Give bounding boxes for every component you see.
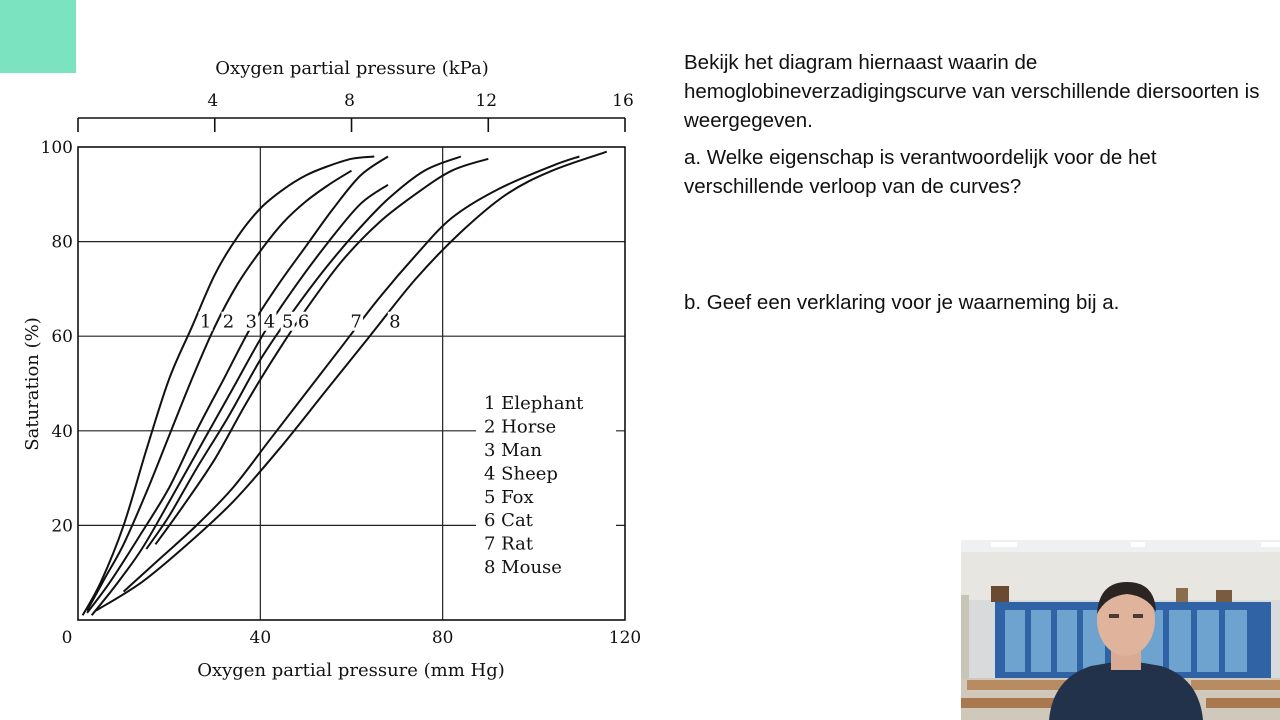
y-tick-label: 80 <box>51 232 73 253</box>
x-tick-label: 120 <box>608 628 642 648</box>
top-axis-title: Oxygen partial pressure (kPa) <box>215 58 489 79</box>
series-curve-6 <box>156 159 489 545</box>
y-axis-title: Saturation (%) <box>22 317 43 451</box>
x-tick-label: 40 <box>249 628 272 648</box>
legend-entry: 8 Mouse <box>484 556 562 578</box>
top-axis-tick-label: 16 <box>612 91 634 111</box>
chart-legend <box>476 387 616 584</box>
y-axis-ticks <box>41 138 73 536</box>
x-tick-label: 0 <box>61 628 73 648</box>
legend-entry: 6 Cat <box>484 510 533 532</box>
top-axis-tick-label: 8 <box>344 91 355 111</box>
top-axis-tick-label: 12 <box>475 91 498 111</box>
question-a: a. Welke eigenschap is verantwoordelijk voor de het verschillende verloop van de curves? <box>684 146 1157 198</box>
legend-entry: 2 Horse <box>484 416 557 438</box>
webcam-frame-illustration <box>961 540 1280 720</box>
y-tick-label: 40 <box>51 421 73 442</box>
question-b: b. Geef een verklaring voor je waarneming bij a. <box>684 291 1120 314</box>
legend-entry: 4 Sheep <box>484 463 558 485</box>
curve-number-labels <box>199 312 402 333</box>
curve-number-label: 8 <box>389 311 401 333</box>
curve-number-label: 5 <box>281 311 294 333</box>
y-tick-label: 20 <box>51 516 73 537</box>
curve-number-label: 2 <box>222 311 235 333</box>
presenter-webcam-video <box>961 540 1280 720</box>
x-axis-title: Oxygen partial pressure (mm Hg) <box>197 660 505 681</box>
legend-entry: 5 Fox <box>484 486 534 508</box>
intro-paragraph: Bekijk het diagram hiernaast waarin de hemoglobineverzadigingscurve van verschillende diersoorten is weergegeven. <box>684 51 1260 132</box>
y-tick-label: 60 <box>51 327 73 348</box>
legend-entry: 3 Man <box>484 439 542 461</box>
x-axis-ticks <box>62 628 642 648</box>
slide-text-panel <box>684 48 1264 314</box>
curve-number-label: 4 <box>263 311 276 333</box>
curve-number-label: 7 <box>350 311 362 333</box>
y-tick-label: 100 <box>40 138 73 158</box>
curve-number-label: 3 <box>245 311 257 333</box>
curve-number-label: 1 <box>199 311 212 333</box>
series-curve-4 <box>92 185 388 616</box>
legend-entry: 7 Rat <box>484 533 534 555</box>
curve-number-label: 6 <box>297 311 310 333</box>
top-axis-tick-label: 4 <box>207 91 219 111</box>
top-axis-ticks <box>78 91 634 132</box>
x-tick-label: 80 <box>431 628 454 648</box>
legend-entry: 1 Elephant <box>484 393 584 415</box>
